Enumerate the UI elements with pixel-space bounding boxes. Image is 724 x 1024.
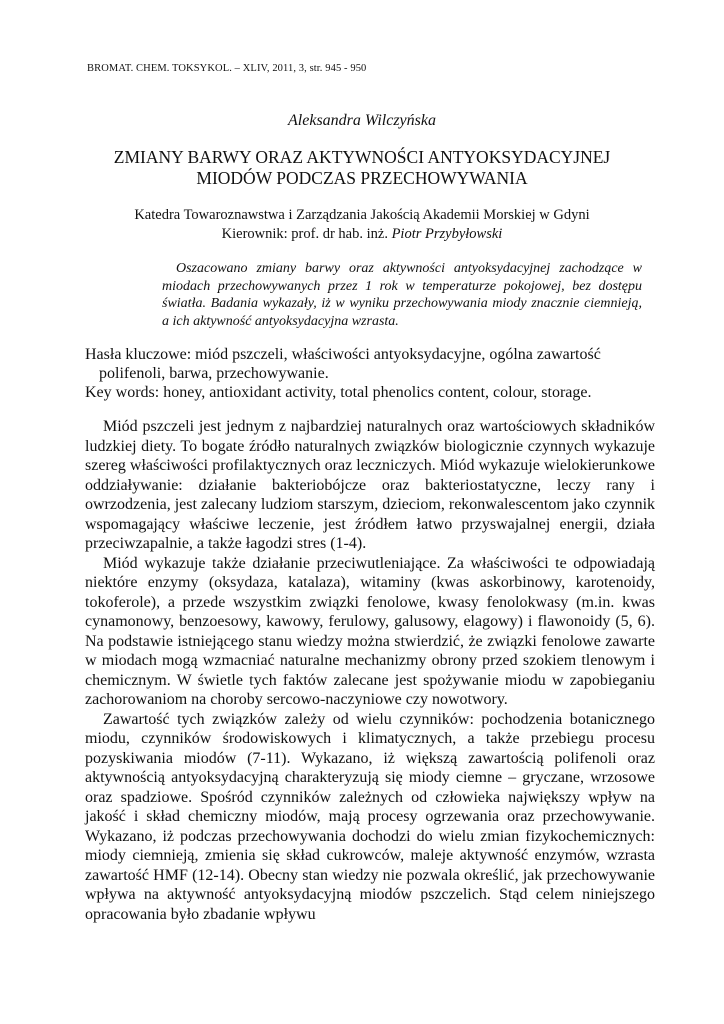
paper-title-line-1: ZMIANY BARWY ORAZ AKTYWNOŚCI ANTYOKSYDACYJNEJ [113,147,611,167]
affiliation-institution: Katedra Towaroznawstwa i Zarządzania Jakością Akademii Morskiej w Gdyni [134,207,590,223]
keywords-english: Key words: honey, antioxidant activity, total phenolics content, colour, storage. [85,384,592,401]
author-name: Aleksandra Wilczyńska [288,112,436,129]
body-paragraph: Miód pszczeli jest jednym z najbardziej naturalnych oraz wartościowych składników ludzkiej diety. To bogate źródło naturalnych związków biologicznie czynnych wykazuje szereg właściwości profilaktycznych oraz leczniczych. Miód wykazuje wielokierunkowe oddziaływanie: działanie bakteriobójcze oraz bakteriostatyczne, leczy rany i owrzodzenia, jest zalecany ludziom starszym, dzieciom, rekonwalescentom jako czynnik wspomagający właściwe leczenie, jest źródłem łatwo przyswajalnej energii, działa przeciwzapalnie, a także łagodzi stres (1-4). [85,418,656,552]
paper-title-line-2: MIODÓW PODCZAS PRZECHOWYWANIA [196,168,528,188]
affiliation-head-label: Kierownik: prof. dr hab. inż. [221,226,392,242]
affiliation [70,206,654,244]
journal-citation: BROMAT. CHEM. TOKSYKOL. – XLIV, 2011, 3, str. 945 - 950 [87,63,367,74]
paper-title [70,147,654,189]
keywords-polish: Hasła kluczowe: miód pszczeli, właściwości antyoksydacyjne, ogólna zawartość polifenoli, barwa, przechowywanie. [85,346,601,382]
keywords-block [85,345,655,402]
affiliation-head [70,225,654,244]
affiliation-head-name: Piotr Przybyłowski [391,226,503,242]
body-text [85,417,655,924]
body-paragraph: Zawartość tych związków zależy od wielu czynników: pochodzenia botanicznego miodu, czynników środowiskowych i klimatycznych, a także przebiegu procesu pozyskiwania miodów (7-11). Wykazano, iż większą zawartością polifenoli oraz aktywnością antyoksydacyjną charakteryzują się miody ciemne – gryczane, wrzosowe oraz spadziowe. Spośród czynników zależnych od człowieka największy wpływ na jakość i skład chemiczny miodów, mają procesy ogrzewania oraz przechowywanie. Wykazano, iż podczas przechowywania dochodzi do wielu zmian fizykochemicznych: miody ciemnieją, zmienia się skład cukrowców, maleje aktywność enzymów, wzrasta zawartość HMF (12-14). Obecny stan wiedzy nie pozwala określić, jak przechowywanie wpływa na aktywność antyoksydacyjną miodów pszczelich. Stąd celem niniejszego opracowania było zbadanie wpływu [85,710,655,923]
body-paragraph: Miód wykazuje także działanie przeciwutleniające. Za właściwości te odpowiadają niektóre enzymy (oksydaza, katalaza), witaminy (kwas askorbinowy, karotenoidy, tokoferole), a przede wszystkim związki fenolowe, kwasy fenolokwasy (m.in. kwas cynamonowy, benzoesowy, kawowy, ferulowy, galusowy, elagowy) i flawonoidy (5, 6). Na podstawie istniejącego stanu wiedzy można stwierdzić, że związki fenolowe zawarte w miodach mogą wzmacniać naturalne mechanizmy obrony przed szokiem tlenowym i chemicznym. W świetle tych faktów zalecane jest spożywanie miodu w zapobieganiu zachorowaniom na choroby sercowo-naczyniowe czy nowotwory. [85,554,655,708]
abstract: Oszacowano zmiany barwy oraz aktywności antyoksydacyjnej zachodzące w miodach przechowywanych przez 1 rok w temperaturze pokojowej, bez dostępu światła. Badania wykazały, iż w wyniku przechowywania miody znacznie ciemnieją, a ich aktywność antyoksydacyjna wzrasta. [162,261,642,329]
